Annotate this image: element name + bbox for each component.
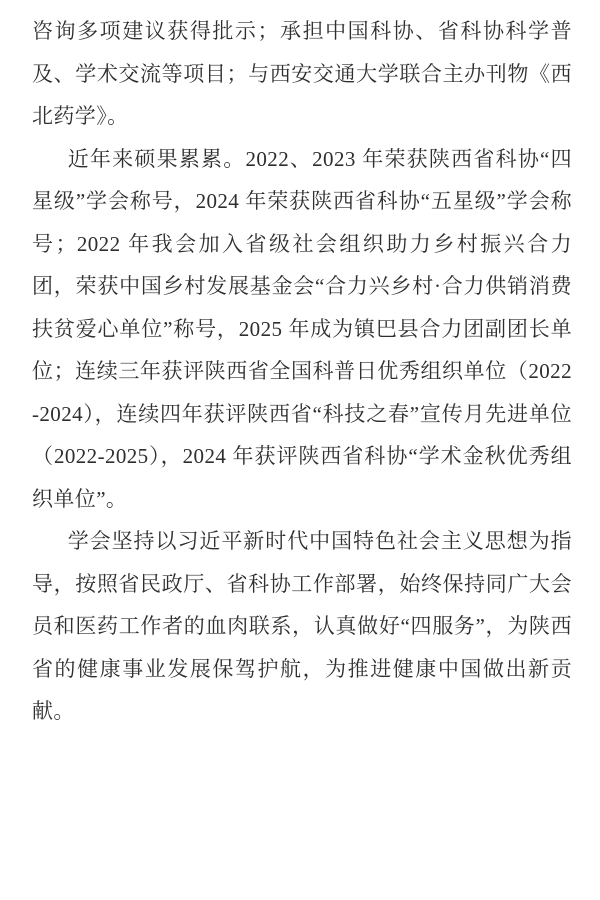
- paragraph-continuation: 咨询多项建议获得批示；承担中国科协、省科协科学普及、学术交流等项目；与西安交通大学联合主办刊物《西北药学》。: [32, 19, 572, 128]
- paragraph-achievements: 近年来硕果累累。2022、2023 年荣获陕西省科协“四星级”学会称号，2024 年荣获陕西省科协“五星级”学会称号；2022 年我会加入省级社会组织助力乡村振兴合力团，荣获中国乡村发展基金会“合力兴乡村·合力供销消费扶贫爱心单位”称号，2025 年成为镇巴县合力团副团长单位；连续三年获评陕西省全国科普日优秀组织单位（2022-2024），连续四年获评陕西省“科技之春”宣传月先进单位（2022-2025），2024 年获评陕西省科协“学术金秋优秀组织单位”。: [32, 146, 572, 511]
- paragraph-closing: 学会坚持以习近平新时代中国特色社会主义思想为指导，按照省民政厅、省科协工作部署，始终保持同广大会员和医药工作者的血肉联系，认真做好“四服务”，为陕西省的健康事业发展保驾护航，为推进健康中国做出新贡献。: [32, 529, 572, 723]
